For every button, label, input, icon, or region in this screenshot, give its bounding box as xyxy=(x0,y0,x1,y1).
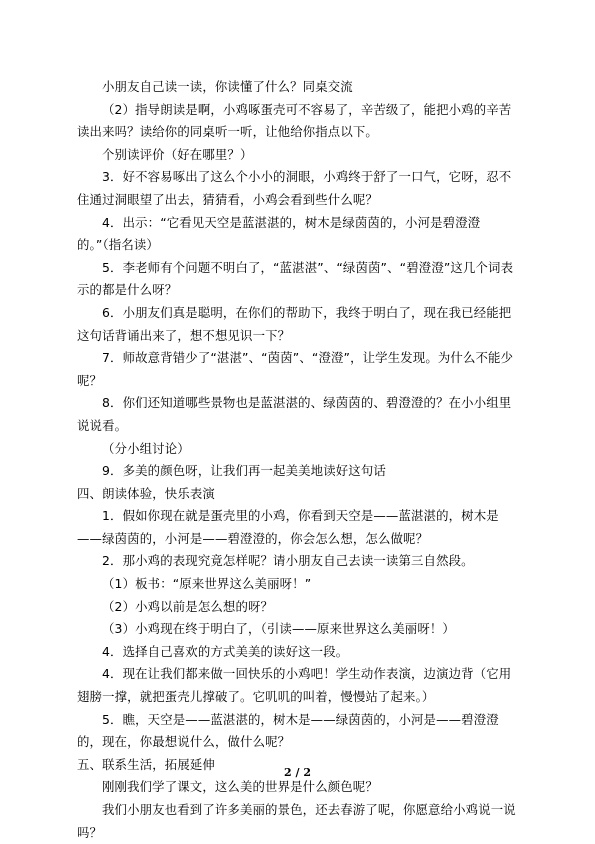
paragraph: （2）小鸡以前是怎么想的呀？ xyxy=(102,598,274,614)
paragraph: 4．现在让我们都来做一回快乐的小鸡吧！学生动作表演，边演边背（它用翅膀一撑，就把蛋壳儿撑破了。它叽叽的叫着，慢慢站了起来。） xyxy=(77,666,512,705)
paragraph: 5．李老师有个问题不明白了，“蓝湛湛”、“绿茵茵”、“碧澄澄”这几个词表示的都是什么呀？ xyxy=(77,259,514,298)
paragraph: 我们小朋友也看到了许多美丽的景色，还去春游了呢，你愿意给小鸡说一说吗？ xyxy=(77,802,516,840)
paragraph: 9．多美的颜色呀，让我们再一起美美地读好这句话 xyxy=(102,463,386,479)
page-number: 2 / 2 xyxy=(284,766,311,779)
paragraph: （2）指导朗读是啊，小鸡啄蛋壳可不容易了，辛苦级了，能把小鸡的辛苦读出来吗？读给你的同桌听一听，让他给你指点以下。 xyxy=(77,101,512,140)
paragraph: 4．选择自己喜欢的方式美美的读好这一段。 xyxy=(102,643,349,659)
paragraph: 8．你们还知道哪些景物也是蓝湛湛的、绿茵茵的、碧澄澄的？在小小组里说说看。 xyxy=(77,395,512,433)
section-heading: 五、联系生活，拓展延伸 xyxy=(77,756,215,772)
paragraph: 个别读评价（好在哪里？） xyxy=(102,146,253,162)
paragraph: 4．出示：“它看见天空是蓝湛湛的，树木是绿茵茵的，小河是碧澄澄的。”（指名读） xyxy=(77,214,481,253)
paragraph: 3．好不容易啄出了这么个小小的洞眼，小鸡终于舒了一口气，它呀，忍不住通过洞眼望了出去，猜猜看，小鸡会看到些什么呢？ xyxy=(77,169,512,207)
paragraph: 2．那小鸡的表现究竟怎样呢？请小朋友自己去读一读第三自然段。 xyxy=(102,553,474,569)
section-heading: 四、朗读体验，快乐表演 xyxy=(77,485,215,501)
paragraph: 6．小朋友们真是聪明，在你们的帮助下，我终于明白了，现在我已经能把这句话背诵出来了，想不想见识一下？ xyxy=(77,304,512,343)
paragraph: 7．师故意背错少了“湛湛”、“茵茵”、“澄澄”，让学生发现。为什么不能少呢？ xyxy=(77,350,514,388)
paragraph: 5．瞧，天空是——蓝湛湛的，树木是——绿茵茵的，小河是——碧澄澄的，现在，你最想说什么，做什么呢？ xyxy=(77,711,499,750)
document-body xyxy=(77,76,519,844)
paragraph: 小朋友自己读一读，你读懂了什么？同桌交流 xyxy=(102,79,353,94)
paragraph: 刚刚我们学了课文，这么美的世界是什么颜色呢？ xyxy=(102,779,378,795)
paragraph: （分小组讨论） xyxy=(102,440,190,456)
paragraph: （3）小鸡现在终于明白了，（引读——原来世界这么美丽呀！） xyxy=(102,621,455,637)
paragraph: （1）板书：“原来世界这么美丽呀！” xyxy=(102,576,312,592)
paragraph: 1．假如你现在就是蛋壳里的小鸡，你看到天空是——蓝湛湛的，树木是——绿茵茵的，小河是——碧澄澄的，你会怎么想，怎么做呢？ xyxy=(77,508,499,546)
